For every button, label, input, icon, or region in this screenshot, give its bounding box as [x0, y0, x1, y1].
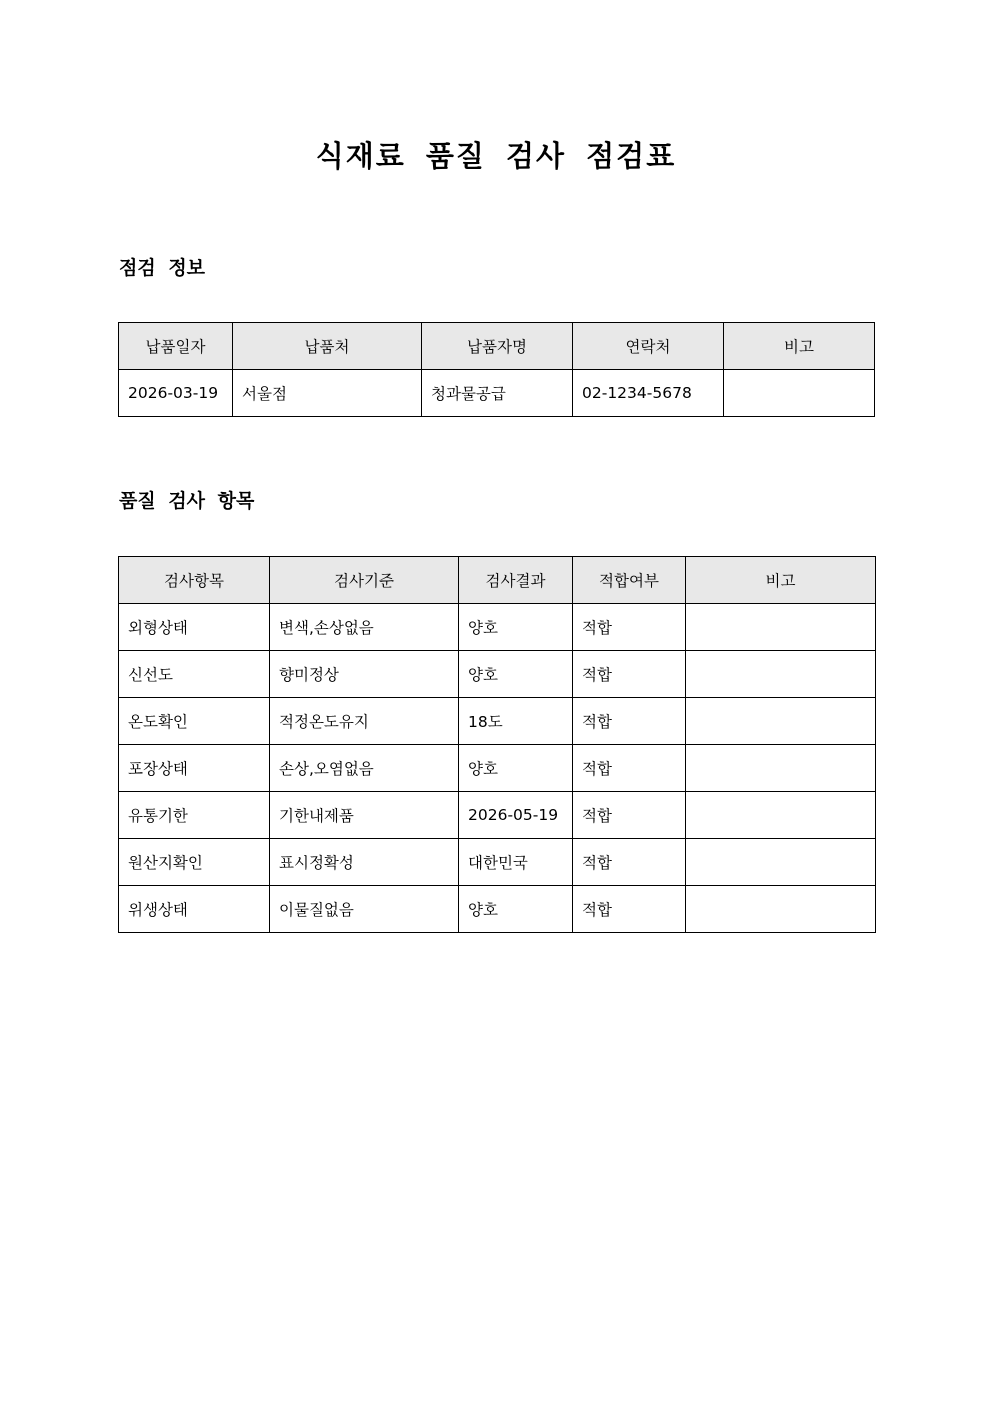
- table-row: [119, 604, 876, 651]
- table-header-row: [119, 557, 876, 604]
- conformity: 적합: [573, 792, 686, 839]
- conformity: 적합: [573, 745, 686, 792]
- inspection-result: 양호: [459, 886, 573, 933]
- inspection-item: 원산지확인: [119, 839, 270, 886]
- delivery-info-table: [118, 322, 875, 417]
- header-cell: 납품일자: [119, 323, 233, 370]
- table-row: [119, 651, 876, 698]
- table-row: [119, 839, 876, 886]
- header-cell: 비고: [724, 323, 875, 370]
- inspection-item: 외형상태: [119, 604, 270, 651]
- remarks: [686, 792, 876, 839]
- inspection-result: 양호: [459, 745, 573, 792]
- header-cell: 적합여부: [573, 557, 686, 604]
- inspection-criteria: 손상,오염없음: [270, 745, 459, 792]
- inspection-item: 신선도: [119, 651, 270, 698]
- remarks: [686, 886, 876, 933]
- table-row: [119, 698, 876, 745]
- header-cell: 검사결과: [459, 557, 573, 604]
- table-row: [119, 745, 876, 792]
- inspection-criteria: 변색,손상없음: [270, 604, 459, 651]
- inspection-result: 양호: [459, 604, 573, 651]
- header-cell: 연락처: [573, 323, 724, 370]
- contact: 02-1234-5678: [573, 370, 724, 417]
- quality-section-heading: 품질 검사 항목: [119, 490, 255, 512]
- table-row: [119, 792, 876, 839]
- inspection-criteria: 표시정확성: [270, 839, 459, 886]
- conformity: 적합: [573, 886, 686, 933]
- remarks: [686, 745, 876, 792]
- delivery-date: 2026-03-19: [119, 370, 233, 417]
- inspection-result: 2026-05-19: [459, 792, 573, 839]
- inspection-item: 위생상태: [119, 886, 270, 933]
- table-header-row: [119, 323, 875, 370]
- conformity: 적합: [573, 839, 686, 886]
- table-row: [119, 886, 876, 933]
- document-title: 식재료 품질 검사 점검표: [315, 139, 677, 173]
- header-cell: 납품자명: [422, 323, 573, 370]
- remarks: [686, 651, 876, 698]
- inspection-item: 유통기한: [119, 792, 270, 839]
- inspection-result: 대한민국: [459, 839, 573, 886]
- header-cell: 납품처: [233, 323, 422, 370]
- inspection-result: 양호: [459, 651, 573, 698]
- remarks: [686, 604, 876, 651]
- inspection-result: 18도: [459, 698, 573, 745]
- delivery-place: 서울점: [233, 370, 422, 417]
- conformity: 적합: [573, 604, 686, 651]
- table-row: [119, 370, 875, 417]
- inspection-criteria: 적정온도유지: [270, 698, 459, 745]
- inspection-criteria: 향미정상: [270, 651, 459, 698]
- header-cell: 검사항목: [119, 557, 270, 604]
- inspection-criteria: 기한내제품: [270, 792, 459, 839]
- inspection-item: 온도확인: [119, 698, 270, 745]
- inspection-item: 포장상태: [119, 745, 270, 792]
- header-cell: 비고: [686, 557, 876, 604]
- supplier-name: 청과물공급: [422, 370, 573, 417]
- remarks: [686, 839, 876, 886]
- inspection-criteria: 이물질없음: [270, 886, 459, 933]
- header-cell: 검사기준: [270, 557, 459, 604]
- remarks: [686, 698, 876, 745]
- info-section-heading: 점검 정보: [119, 257, 206, 279]
- remarks: [724, 370, 875, 417]
- conformity: 적합: [573, 698, 686, 745]
- quality-inspection-table: [118, 556, 876, 933]
- conformity: 적합: [573, 651, 686, 698]
